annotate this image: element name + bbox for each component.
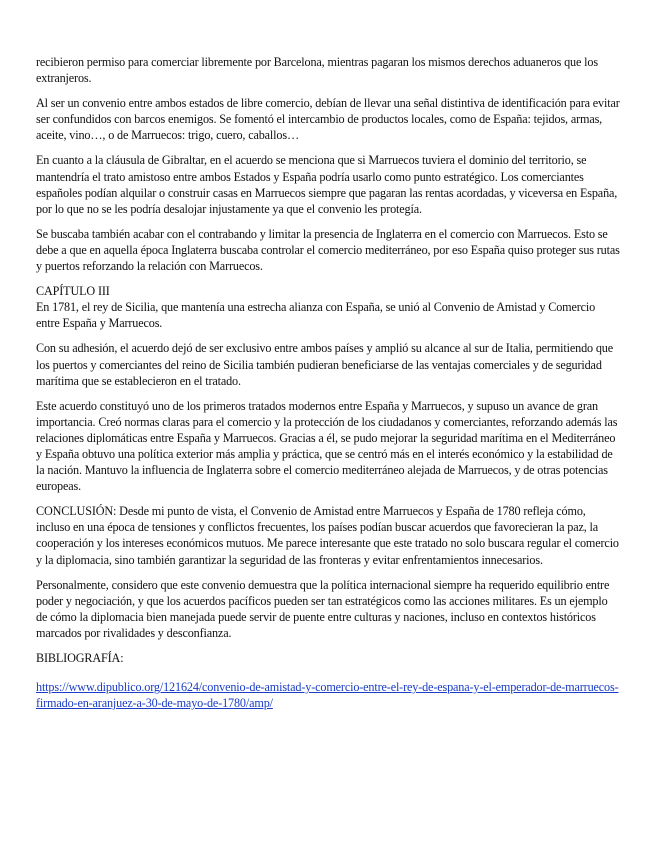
paragraph-sicilia: En 1781, el rey de Sicilia, que mantenía una estrecha alianza con España, se unió al Convenio de Amistad y Comercio entre España y Marruecos. [36,300,596,331]
paragraph-acuerdo-moderno: Este acuerdo constituyó uno de los primeros tratados modernos entre España y Marruecos, y supuso un avance de gran importancia. Creó normas claras para el comercio y la protección de los ciudadanos y comerciantes, reforzando además las relaciones diplomáticas entre España y Marruecos. Gracias a él, se pudo mejorar la seguridad marítima en el Mediterráneo y España obtuvo una política exterior más amplia y práctica, que se centró más en el interés económico y la estabilidad de la nación. Mantuvo la influencia de Inglaterra sobre el comercio mediterráneo alejada de Marruecos, y de otras potencias europeas. [36,398,618,494]
paragraph-conclusion: CONCLUSIÓN: Desde mi punto de vista, el Convenio de Amistad entre Marruecos y España de 1780 refleja cómo, incluso en una época de tensiones y conflictos frecuentes, los países podían buscar acuerdos que favorecieran la paz, la cooperación y los intereses económicos mutuos. Me parece interesante que este tratado no solo buscara regular el comercio y la diplomacia, sino también garantizar la seguridad de las fronteras y evitar enfrentamientos innecesarios. [36,504,619,567]
document-page [36,54,620,720]
chapter-heading: CAPÍTULO III [36,284,110,299]
paragraph-contrabando: Se buscaba también acabar con el contrabando y limitar la presencia de Inglaterra en el comercio con Marruecos. Esto se debe a que en aquella época Inglaterra buscaba controlar el comercio mediterráneo, por eso España quiso proteger sus rutas y puertos reforzando la relación con Marruecos. [36,226,620,274]
bibliography-entry [36,679,620,711]
bibliography-link[interactable]: https://www.dipublico.org/121624/convenio-de-amistad-y-comercio-entre-el-rey-de-espana-y-el-emperador-de-marruecos-firmado-en-aranjuez-a-30-de-mayo-de-1780/amp/ [36,680,619,711]
paragraph-personalmente: Personalmente, considero que este convenio demuestra que la política internacional siempre ha requerido equilibrio entre poder y negociación, y que los acuerdos pacíficos pueden ser tan estratégicos como las acciones militares. Es un ejemplo de cómo la diplomacia bien manejada puede servir de puente entre culturas y naciones, incluso en contextos históricos marcados por rivalidades y desconfianza. [36,577,610,640]
paragraph-adhesion: Con su adhesión, el acuerdo dejó de ser exclusivo entre ambos países y amplió su alcance al sur de Italia, permitiendo que los puertos y comerciantes del reino de Sicilia también pudieran beneficiarse de las ventajas comerciales y de seguridad marítima que se establecieron en el tratado. [36,341,614,388]
paragraph-aduaneros: recibieron permiso para comerciar libremente por Barcelona, mientras pagaran los mismos derechos aduaneros que los extranjeros. [36,55,598,86]
paragraph-libre-comercio: Al ser un convenio entre ambos estados de libre comercio, debían de llevar una señal distintiva de identificación para evitar ser confundidos con barcos enemigos. Se fomentó el intercambio de productos locales, como de España: tejidos, armas, aceite, vino…, o de Marruecos: trigo, cuero, caballos… [36,96,620,143]
paragraph-clausula-gibraltar: En cuanto a la cláusula de Gibraltar, en el acuerdo se menciona que si Marruecos tuviera el dominio del territorio, se mantendría el trato amistoso entre ambos Estados y España podría usarlo como punto estratégico. Los comerciantes españoles podían alquilar o construir casas en Marruecos siempre que pagaran las rentas acordadas, y viceversa en España, por lo que no se les podría desalojar injustamente ya que el convenio les protegía. [36,153,618,216]
bibliography-heading: BIBLIOGRAFÍA: [36,651,124,665]
